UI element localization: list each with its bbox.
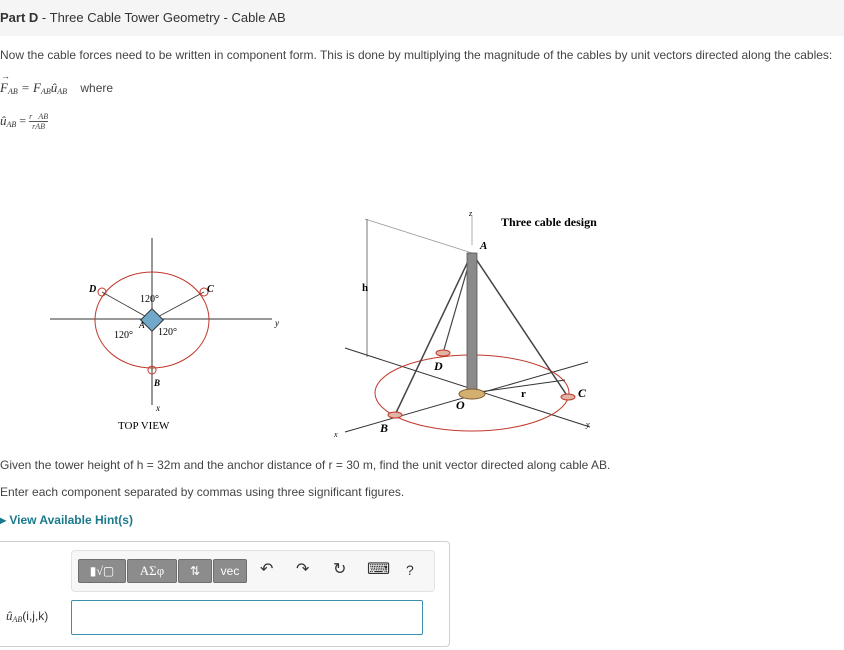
help-icon[interactable]: ?: [406, 562, 414, 578]
reset-icon[interactable]: ↻: [333, 561, 347, 578]
magnitude-f: $F_{AB}û_{AB}$: [33, 80, 68, 96]
answer-label-sub: AB: [12, 615, 23, 624]
answer-label-u: û: [6, 608, 13, 623]
hint-label: View Available Hint(s): [9, 513, 133, 527]
label-a-top: A: [139, 320, 145, 330]
where-text: where: [80, 81, 114, 95]
label-o-iso: O: [456, 398, 465, 412]
label-b-iso: B: [380, 421, 389, 435]
label-y-top: y: [275, 318, 279, 328]
equation-unit-vector: [0, 112, 48, 131]
greek-symbols-button[interactable]: ΑΣφ: [127, 559, 177, 583]
label-x-iso: x: [334, 430, 338, 439]
angle-top: 120°: [140, 294, 159, 305]
cable-ab-iso: [395, 253, 472, 415]
top-view-caption: TOP VIEW: [118, 420, 170, 432]
view-hints-link[interactable]: [0, 513, 133, 527]
title-bar: [0, 0, 844, 36]
height-guide-top: [365, 219, 472, 253]
cable-ac-iso: [472, 253, 568, 397]
part-title: [0, 10, 286, 25]
label-r-iso: r: [521, 388, 526, 400]
unit-vector-u: $û_{AB}$: [0, 112, 17, 129]
label-z-iso: z: [469, 209, 473, 218]
vec-button[interactable]: vec: [213, 559, 247, 583]
angle-right: 120°: [158, 327, 177, 338]
templates-button[interactable]: ▮√▢: [78, 559, 126, 583]
equation-force: [0, 71, 114, 96]
label-y-iso: y: [586, 420, 590, 429]
label-d-iso: D: [434, 359, 443, 373]
answer-label: [6, 608, 48, 624]
vector-f: → $F_{AB}$: [0, 71, 18, 96]
unit-vector-fraction: $\frac{r⃗AB}{\text{rAB}}$: [29, 112, 49, 131]
intro-text: Now the cable forces need to be written in component form. This is done by multiplying the magnitude of the cables by unit vectors directed along the cables:: [0, 48, 833, 62]
tower-mast: [467, 253, 477, 393]
label-c-top: C: [207, 284, 214, 295]
label-h-iso: h: [362, 282, 369, 294]
answer-label-args: (i,j,k): [22, 609, 49, 623]
top-view-diagram: [40, 230, 290, 440]
answer-input[interactable]: [71, 600, 423, 635]
label-c-iso: C: [578, 386, 587, 400]
undo-icon[interactable]: ↶: [260, 561, 274, 578]
label-d-top: D: [89, 284, 97, 295]
angle-left: 120°: [114, 330, 133, 341]
anchor-d-iso: [436, 350, 450, 356]
iso-caption: Three cable design: [501, 215, 597, 229]
equals-sign: =: [17, 80, 34, 95]
math-toolbar: [71, 550, 435, 592]
arrows-button[interactable]: ⇅: [178, 559, 212, 583]
instruction-text: Enter each component separated by commas using three significant figures.: [0, 485, 405, 499]
label-a-iso: A: [480, 240, 488, 252]
label-b-top: B: [154, 378, 161, 388]
anchor-b-iso: [388, 412, 402, 418]
hint-arrow-icon: ▸: [0, 513, 7, 527]
given-text: Given the tower height of h = 32m and the anchor distance of r = 30 m, find the unit vector directed along cable AB.: [0, 458, 611, 472]
title-separator: -: [38, 10, 50, 25]
iso-view-diagram: [330, 205, 630, 445]
part-label: Part D: [0, 10, 39, 25]
equals-sign-2: =: [16, 113, 30, 128]
keyboard-icon[interactable]: ⌨: [367, 561, 391, 578]
label-x-top: x: [156, 403, 160, 413]
part-title-text: Three Cable Tower Geometry - Cable AB: [49, 10, 286, 25]
anchor-c-iso: [561, 394, 575, 400]
redo-icon[interactable]: ↷: [296, 561, 310, 578]
